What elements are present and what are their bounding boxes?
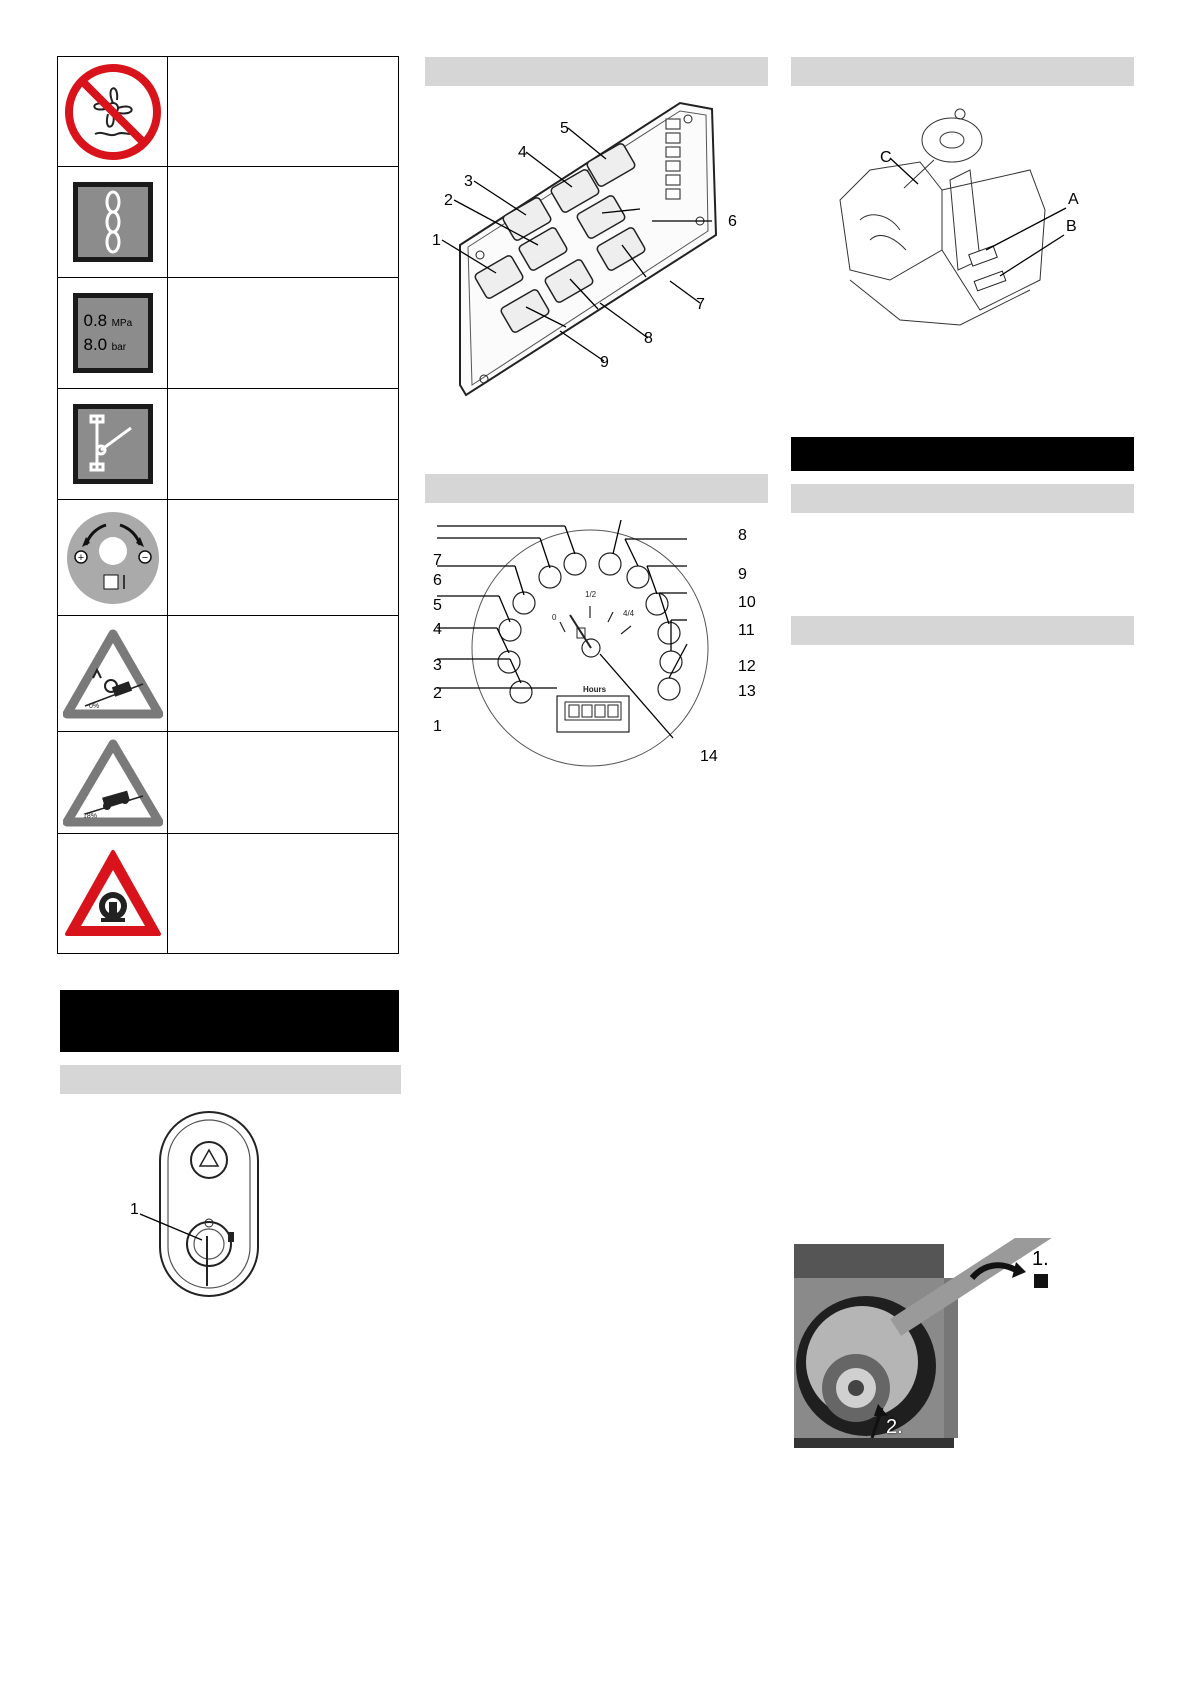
crush-warning-icon bbox=[58, 834, 168, 953]
symbol-row bbox=[58, 389, 398, 500]
symbol-table bbox=[57, 56, 399, 954]
callout-2: 2 bbox=[444, 192, 453, 209]
slope-0-warning-icon bbox=[58, 616, 168, 731]
subsection-heading-bar bbox=[60, 1065, 401, 1094]
svg-text:−: − bbox=[141, 551, 148, 564]
callout-6: 6 bbox=[728, 213, 737, 230]
switch-panel-figure bbox=[430, 95, 760, 405]
pressure-value-bar: 8.0 bbox=[83, 335, 108, 354]
symbol-row bbox=[58, 167, 398, 278]
subsection-heading-bar bbox=[791, 484, 1134, 513]
callout-5: 5 bbox=[560, 120, 569, 137]
adjust-dial-icon bbox=[58, 500, 168, 615]
lever-icon bbox=[58, 389, 168, 499]
pressure-unit-mpa: MPa bbox=[111, 318, 133, 329]
callout-7: 7 bbox=[433, 552, 442, 569]
symbol-row bbox=[58, 57, 398, 167]
section-heading-bar bbox=[791, 437, 1134, 471]
symbol-row bbox=[58, 278, 398, 389]
seat-pedal-figure bbox=[830, 100, 1080, 350]
callout-a: A bbox=[1068, 191, 1079, 208]
symbol-row bbox=[58, 616, 398, 732]
callout-7: 7 bbox=[696, 296, 705, 313]
callout-8: 8 bbox=[738, 527, 747, 544]
drum-crank-photo bbox=[794, 1238, 1064, 1448]
pressure-value-mpa: 0.8 bbox=[83, 311, 108, 330]
callout-13: 13 bbox=[738, 683, 756, 700]
gauge-full-label: 4/4 bbox=[623, 609, 635, 618]
subsection-heading-bar bbox=[791, 616, 1134, 645]
callout-1: 1 bbox=[432, 232, 441, 249]
symbol-row bbox=[58, 500, 398, 616]
callout-2: 2 bbox=[433, 685, 442, 702]
callout-1: 1 bbox=[433, 718, 442, 735]
subsection-heading-bar bbox=[425, 57, 768, 86]
callout-12: 12 bbox=[738, 658, 756, 675]
subsection-heading-bar bbox=[425, 474, 768, 503]
tie-down-chain-icon bbox=[58, 167, 168, 277]
svg-text:+: + bbox=[77, 551, 84, 564]
pressure-label-icon bbox=[58, 278, 168, 388]
no-fan-prohibition-icon bbox=[58, 57, 168, 166]
slope-label-18: 18% bbox=[82, 812, 97, 820]
callout-8: 8 bbox=[644, 330, 653, 347]
slope-18-warning-icon bbox=[58, 732, 168, 833]
callout-14: 14 bbox=[700, 748, 718, 765]
callout-5: 5 bbox=[433, 597, 442, 614]
callout-3: 3 bbox=[433, 657, 442, 674]
slope-label-0: 0% bbox=[88, 702, 99, 710]
callout-1: 1 bbox=[130, 1201, 139, 1218]
callout-b: B bbox=[1066, 218, 1077, 235]
callout-step-2: 2. bbox=[886, 1416, 903, 1438]
callout-11: 11 bbox=[738, 622, 755, 639]
gauge-half-label: 1/2 bbox=[585, 590, 597, 599]
pressure-unit-bar: bar bbox=[111, 342, 127, 353]
callout-step-1: 1. bbox=[1032, 1248, 1049, 1270]
callout-4: 4 bbox=[433, 621, 442, 638]
gauge-zero-label: 0 bbox=[552, 613, 557, 622]
callout-9: 9 bbox=[600, 354, 609, 371]
callout-4: 4 bbox=[518, 144, 527, 161]
callout-10: 10 bbox=[738, 594, 756, 611]
dashboard-figure bbox=[425, 520, 775, 780]
callout-6: 6 bbox=[433, 572, 442, 589]
symbol-row bbox=[58, 732, 398, 834]
callout-9: 9 bbox=[738, 566, 747, 583]
ignition-switch-figure bbox=[110, 1110, 270, 1300]
callout-3: 3 bbox=[464, 173, 473, 190]
symbol-row bbox=[58, 834, 398, 953]
callout-c: C bbox=[880, 149, 892, 166]
section-heading-bar bbox=[60, 990, 399, 1052]
subsection-heading-bar bbox=[791, 57, 1134, 86]
hour-meter-label: Hours bbox=[583, 685, 607, 694]
